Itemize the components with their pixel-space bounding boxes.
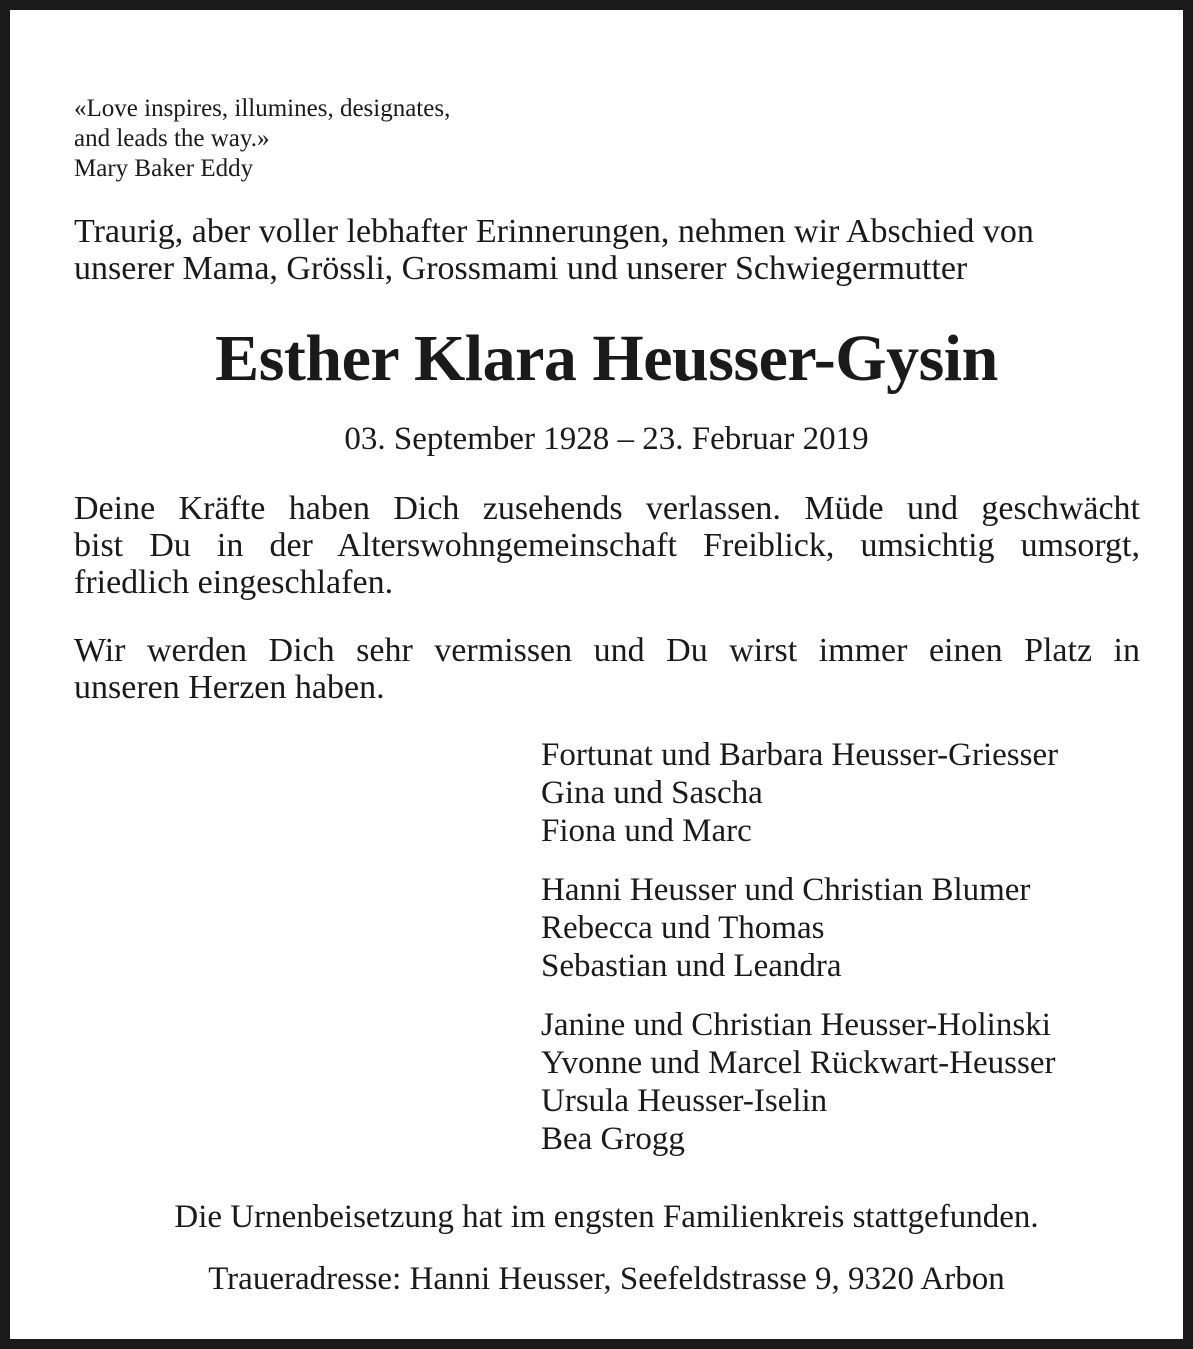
mourning-address: Traueradresse: Hanni Heusser, Seefeldstrasse 9, 9320 Arbon [208,1261,1005,1297]
signer-name: Sebastian und Leandra [541,948,842,984]
intro-line: Traurig, aber voller lebhafter Erinnerungen, nehmen wir Abschied von [74,213,1034,250]
paragraph-farewell [74,490,1140,601]
signer-name: Hanni Heusser und Christian Blumer [541,872,1031,908]
burial-notice: Die Urnenbeisetzung hat im engsten Familienkreis stattgefunden. [174,1199,1039,1235]
signer-group-2 [541,871,1030,985]
intro-line: unserer Mama, Grössli, Grossmami und unserer Schwiegermutter [74,250,968,287]
paragraph-line: unseren Herzen haben. [74,669,385,706]
signer-name: Fortunat und Barbara Heusser-Griesser [541,737,1059,773]
signer-name: Bea Grogg [541,1121,685,1157]
motto-quote [74,94,450,184]
intro-text [74,213,1140,287]
life-dates: 03. September 1928 – 23. Februar 2019 [344,421,869,457]
motto-author: Mary Baker Eddy [74,155,254,182]
signer-name: Janine und Christian Heusser-Holinski [541,1007,1051,1043]
signer-name: Gina und Sascha [541,775,763,811]
signer-group-3 [541,1006,1055,1158]
motto-line: «Love inspires, illumines, designates, [74,95,451,122]
deceased-name: Esther Klara Heusser-Gysin [215,322,998,395]
paragraph-remembrance [74,632,1140,706]
paragraph-line: Deine Kräfte haben Dich zusehends verlassen. Müde und geschwächt [74,490,1140,527]
signer-name: Yvonne und Marcel Rückwart-Heusser [541,1045,1056,1081]
motto-line: and leads the way.» [74,125,270,152]
paragraph-line: friedlich eingeschlafen. [74,564,394,601]
signer-name: Rebecca und Thomas [541,910,825,946]
paragraph-line: Wir werden Dich sehr vermissen und Du wirst immer einen Platz in [74,632,1140,669]
signer-name: Ursula Heusser-Iselin [541,1083,828,1119]
paragraph-line: bist Du in der Alterswohngemeinschaft Freiblick, umsichtig umsorgt, [74,527,1140,564]
signer-name: Fiona und Marc [541,813,752,849]
signer-group-1 [541,736,1058,850]
